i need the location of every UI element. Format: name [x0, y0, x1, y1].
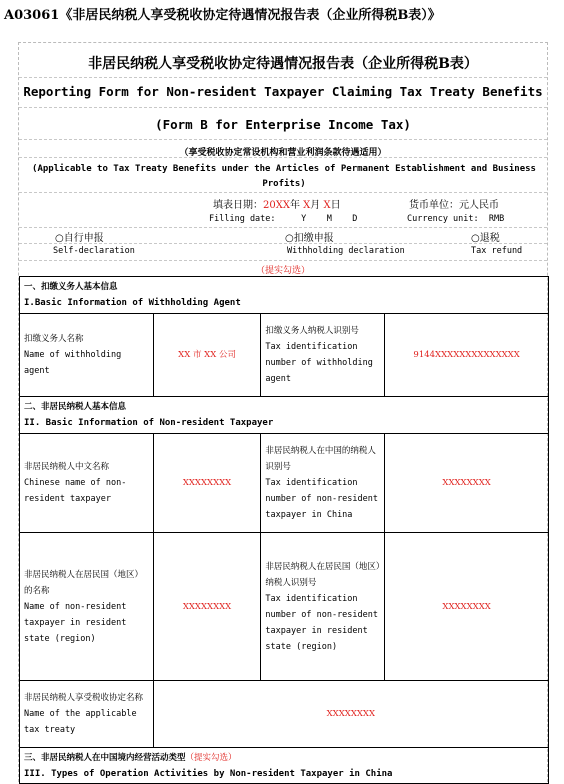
label-en: Tax identification number of withholding agent: [265, 342, 373, 384]
filling-date-year[interactable]: 20XX: [263, 200, 290, 211]
form-title-en: Reporting Form for Non-resident Taxpayer Claiming Tax Treaty Benefits: [23, 84, 543, 99]
agent-name-value[interactable]: XX 市 XX 公司: [153, 314, 261, 397]
section1-header: [20, 277, 549, 314]
day-unit: 日: [330, 200, 341, 211]
agent-tin-value[interactable]: 9144XXXXXXXXXXXXXX: [385, 314, 549, 397]
month-unit: 月: [310, 200, 321, 211]
check-hint: （提实勾选）: [255, 266, 310, 276]
option-tax-refund[interactable]: [471, 229, 500, 244]
table-row: [20, 314, 549, 397]
section2-header: [20, 397, 549, 434]
cn-name-value[interactable]: XXXXXXXX: [153, 434, 261, 533]
filling-date-en: Filling date: Y M D: [209, 214, 358, 224]
label-cn: 非居民纳税人在中国的纳税人识别号: [265, 446, 376, 472]
divider: [19, 139, 547, 140]
currency-unit-cn: 货币单位：元人民币: [409, 200, 499, 211]
label-en: Name of the applicable tax treaty: [24, 709, 137, 735]
label-cn: 非居民纳税人中文名称: [24, 462, 110, 472]
section1-header-row: [20, 277, 549, 314]
label-en: Tax identification number of non-resident taxpayer in resident state (region): [265, 593, 379, 652]
china-tin-label: [261, 434, 385, 533]
cn-name-label: [20, 434, 154, 533]
option-withholding-declaration[interactable]: [285, 229, 334, 244]
label-cn: 扣缴义务人纳税人识别号: [265, 326, 359, 336]
section1-title-cn: 一、扣缴义务人基本信息: [24, 282, 118, 292]
agent-name-label: [20, 314, 154, 397]
china-tin-value[interactable]: XXXXXXXX: [385, 434, 549, 533]
year-unit: 年: [289, 200, 300, 211]
applicable-note-cn: （享受税收协定常设机构和营业利润条款待遇适用）: [179, 148, 387, 158]
currency-unit-en: Currency unit: RMB: [407, 214, 505, 224]
radio-circle-icon[interactable]: ○: [55, 233, 64, 244]
divider: [19, 243, 547, 244]
radio-circle-icon[interactable]: ○: [285, 233, 294, 244]
label-en: Name of non-resident taxpayer in resident state (region): [24, 601, 127, 644]
option-self-declaration-en: Self-declaration: [53, 246, 135, 256]
table-row: [20, 533, 549, 681]
label-cn: 扣缴义务人名称: [24, 334, 84, 344]
divider: [19, 107, 547, 108]
info-table: [19, 276, 549, 784]
option-label: 退税: [479, 233, 500, 244]
form-title-cn: 非居民纳税人享受税收协定待遇情况报告表（企业所得税B表）: [88, 56, 478, 72]
label-en: Chinese name of non-resident taxpayer: [24, 478, 127, 504]
filling-date-month[interactable]: X: [303, 200, 311, 211]
table-row: [20, 681, 549, 748]
radio-circle-icon[interactable]: ○: [471, 233, 480, 244]
label-en: Name of withholding agent: [24, 350, 122, 376]
filling-date-label: 填表日期：: [213, 200, 263, 211]
section2-title-en: II. Basic Information of Non-resident Taxpayer: [24, 418, 274, 428]
label-cn: 非居民纳税人在居民国（地区）的名称: [24, 569, 144, 596]
section2-header-row: [20, 397, 549, 434]
applicable-note-en: (Applicable to Tax Treaty Benefits under the Articles of Permanent Establishment and Business Profits): [32, 164, 536, 189]
treaty-label: [20, 681, 154, 748]
res-tin-value[interactable]: XXXXXXXX: [385, 533, 549, 681]
label-cn: 非居民纳税人在居民国（地区）纳税人识别号: [265, 561, 381, 588]
option-label: 扣缴申报: [293, 233, 334, 244]
label-cn: 非居民纳税人享受税收协定名称: [24, 693, 144, 703]
label-en: Tax identification number of non-resident taxpayer in China: [265, 478, 379, 520]
divider: [19, 260, 547, 261]
document-title: A03061《非居民纳税人享受税收协定待遇情况报告表（企业所得税B表）》: [4, 8, 441, 23]
section2-title-cn: 二、非居民纳税人基本信息: [24, 402, 127, 412]
filling-date-cn: [213, 196, 341, 211]
res-name-label: [20, 533, 154, 681]
section3-header: [20, 748, 549, 784]
table-row: [20, 434, 549, 533]
res-name-value[interactable]: XXXXXXXX: [153, 533, 261, 681]
section3-header-row: [20, 748, 549, 784]
res-tin-label: [261, 533, 385, 681]
option-withholding-declaration-en: Withholding declaration: [287, 246, 405, 256]
section1-title-en: I.Basic Information of Withholding Agent: [24, 298, 241, 308]
divider: [19, 157, 547, 158]
section3-title-en: III. Types of Operation Activities by Non-resident Taxpayer in China: [24, 768, 393, 779]
treaty-value[interactable]: XXXXXXXX: [153, 681, 548, 748]
divider: [19, 192, 547, 193]
option-tax-refund-en: Tax refund: [471, 246, 523, 256]
section3-title-cn: 三、非居民纳税人在中国境内经营活动类型: [24, 752, 186, 763]
report-form: [18, 42, 548, 782]
divider: [19, 227, 547, 228]
agent-tin-label: [261, 314, 385, 397]
section3-check-hint: （提实勾选）: [185, 752, 237, 763]
option-label: 自行申报: [63, 233, 104, 244]
option-self-declaration[interactable]: [55, 229, 104, 244]
form-subtitle-en: (Form B for Enterprise Income Tax): [155, 117, 411, 132]
divider: [19, 77, 547, 78]
filling-date-day[interactable]: X: [323, 200, 331, 211]
